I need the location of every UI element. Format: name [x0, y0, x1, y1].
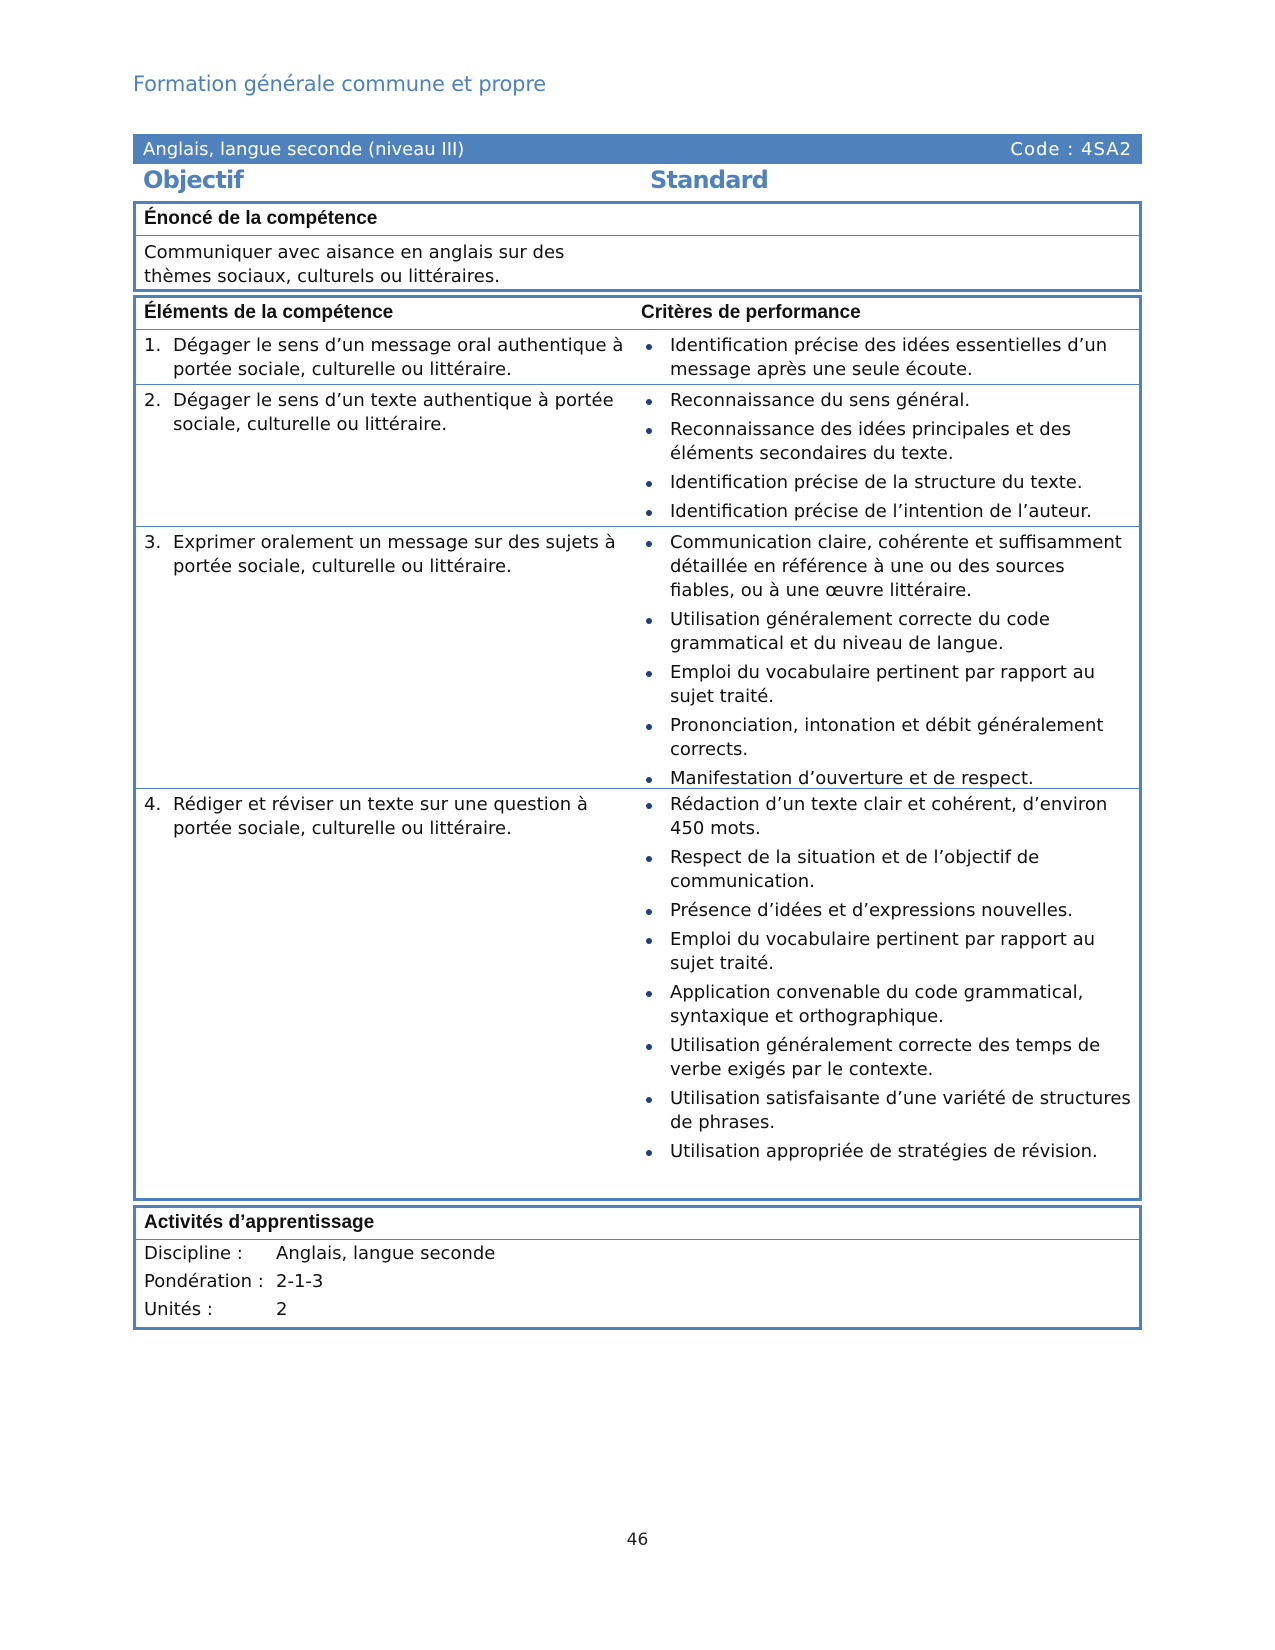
field-ponderation	[136, 1268, 1139, 1296]
elements-section	[133, 295, 1142, 1201]
criterion-item	[641, 899, 1131, 923]
criterion-item	[641, 418, 1131, 466]
page-number: 46	[626, 1530, 649, 1550]
field-value: 2	[276, 1299, 288, 1320]
criteria-list	[633, 330, 1139, 384]
bullet-icon	[641, 334, 670, 382]
element-number: 3.	[144, 532, 162, 553]
element-text: Dégager le sens d’un texte authentique à portée sociale, culturelle ou littéraire.	[173, 390, 614, 435]
criterion-text: Emploi du vocabulaire pertinent par rapport au sujet traité.	[670, 929, 1096, 974]
criterion-text: Présence d’idées et d’expressions nouvelles.	[670, 900, 1073, 921]
criteria-list	[633, 527, 1139, 788]
element-rows	[136, 330, 1139, 1170]
criterion-item	[641, 334, 1131, 382]
element-number: 1.	[144, 335, 162, 356]
criterion-text: Emploi du vocabulaire pertinent par rapport au sujet traité.	[670, 662, 1096, 707]
criterion-item	[641, 1034, 1131, 1082]
criterion-item	[641, 793, 1131, 841]
criterion-item	[641, 608, 1131, 656]
enonce-text: Communiquer avec aisance en anglais sur des thèmes sociaux, culturels ou littéraires.	[144, 242, 565, 287]
course-code: Code : 4SA2	[1010, 138, 1132, 160]
criterion-text: Utilisation généralement correcte du code grammatical et du niveau de langue.	[670, 609, 1050, 654]
criterion-item	[641, 661, 1131, 709]
criterion-text: Identification précise des idées essentielles d’un message après une seule écoute.	[670, 335, 1108, 380]
element-text: Dégager le sens d’un message oral authentique à portée sociale, culturelle ou littéraire.	[173, 335, 624, 380]
criterion-text: Prononciation, intonation et débit généralement corrects.	[670, 715, 1104, 760]
section-title: Formation générale commune et propre	[133, 72, 547, 96]
elements-header-row	[136, 298, 1139, 330]
criterion-item	[641, 846, 1131, 894]
bullet-icon	[641, 846, 670, 894]
element-cell	[136, 385, 633, 526]
criterion-item	[641, 1087, 1131, 1135]
bullet-icon	[641, 418, 670, 466]
criterion-text: Utilisation généralement correcte des temps de verbe exigés par le contexte.	[670, 1035, 1101, 1080]
criterion-text: Rédaction d’un texte clair et cohérent, d’environ 450 mots.	[670, 794, 1108, 839]
enonce-section	[133, 201, 1142, 292]
field-discipline	[136, 1240, 1139, 1268]
criterion-item	[641, 500, 1131, 524]
element-number: 2.	[144, 390, 162, 411]
criterion-text: Respect de la situation et de l’objectif de communication.	[670, 847, 1040, 892]
criteria-list	[633, 385, 1139, 526]
criterion-item	[641, 928, 1131, 976]
field-value: Anglais, langue seconde	[276, 1243, 496, 1264]
element-row	[136, 330, 1139, 385]
criterion-item	[641, 471, 1131, 495]
criterion-text: Application convenable du code grammatical, syntaxique et orthographique.	[670, 982, 1084, 1027]
course-name: Anglais, langue seconde (niveau III)	[143, 138, 465, 160]
bullet-icon	[641, 1140, 670, 1164]
element-cell	[136, 789, 633, 1170]
activites-heading: Activités d’apprentissage	[136, 1208, 1139, 1240]
bullet-icon	[641, 661, 670, 709]
bullet-icon	[641, 1087, 670, 1135]
bullet-icon	[641, 714, 670, 762]
criterion-text: Manifestation d’ouverture et de respect.	[670, 768, 1034, 789]
bullet-icon	[641, 500, 670, 524]
criterion-text: Utilisation appropriée de stratégies de révision.	[670, 1141, 1098, 1162]
standard-heading: Standard	[650, 166, 769, 194]
criterion-item	[641, 1140, 1131, 1164]
course-header-bar	[133, 134, 1142, 164]
criterion-item	[641, 714, 1131, 762]
criterion-text: Communication claire, cohérente et suffisamment détaillée en référence à une ou des sources fiables, ou à une œuvre littéraire.	[670, 532, 1122, 601]
criterion-text: Identification précise de l’intention de l’auteur.	[670, 501, 1092, 522]
bullet-icon	[641, 531, 670, 603]
element-text: Exprimer oralement un message sur des sujets à portée sociale, culturelle ou littéraire.	[173, 532, 616, 577]
field-label: Pondération :	[144, 1271, 264, 1292]
criterion-item	[641, 389, 1131, 413]
element-row	[136, 527, 1139, 789]
bullet-icon	[641, 793, 670, 841]
bullet-icon	[641, 471, 670, 495]
enonce-heading: Énoncé de la compétence	[136, 204, 1139, 236]
objectif-heading: Objectif	[143, 166, 244, 194]
field-label: Discipline :	[144, 1243, 243, 1264]
bullet-icon	[641, 899, 670, 923]
bullet-icon	[641, 1034, 670, 1082]
criteria-heading: Critères de performance	[641, 302, 861, 323]
bullet-icon	[641, 608, 670, 656]
bullet-icon	[641, 389, 670, 413]
criterion-item	[641, 767, 1131, 791]
bullet-icon	[641, 981, 670, 1029]
activites-section	[133, 1205, 1142, 1330]
criterion-text: Reconnaissance des idées principales et des éléments secondaires du texte.	[670, 419, 1072, 464]
criterion-text: Reconnaissance du sens général.	[670, 390, 971, 411]
element-cell	[136, 527, 633, 788]
elements-heading: Éléments de la compétence	[144, 302, 394, 323]
criterion-item	[641, 981, 1131, 1029]
field-unites	[136, 1296, 1139, 1324]
criterion-text: Utilisation satisfaisante d’une variété de structures de phrases.	[670, 1088, 1131, 1133]
criteria-list	[633, 789, 1139, 1170]
field-label: Unités :	[144, 1299, 213, 1320]
element-number: 4.	[144, 794, 162, 815]
criterion-item	[641, 531, 1131, 603]
criterion-text: Identification précise de la structure du texte.	[670, 472, 1083, 493]
field-value: 2-1-3	[276, 1271, 324, 1292]
element-text: Rédiger et réviser un texte sur une question à portée sociale, culturelle ou littéraire.	[173, 794, 588, 839]
element-row	[136, 789, 1139, 1170]
bullet-icon	[641, 767, 670, 791]
element-cell	[136, 330, 633, 384]
element-row	[136, 385, 1139, 527]
bullet-icon	[641, 928, 670, 976]
column-headings	[133, 164, 1142, 200]
